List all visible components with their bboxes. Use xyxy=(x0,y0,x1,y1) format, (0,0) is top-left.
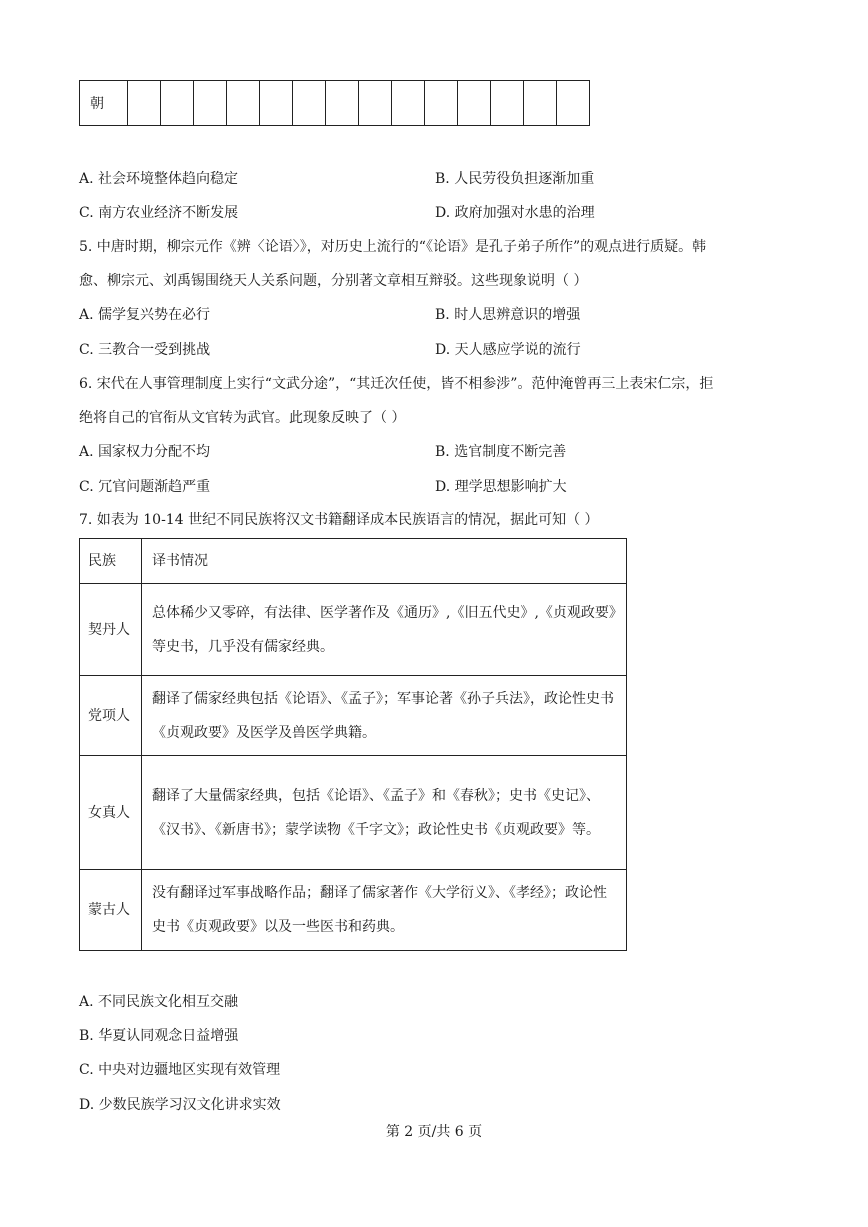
table-cell xyxy=(491,81,524,126)
cell-people: 党项人 xyxy=(80,676,142,756)
table-cell-dynasty: 朝 xyxy=(80,81,128,126)
header-people: 民族 xyxy=(80,539,142,584)
translation-table xyxy=(79,538,627,951)
table-row xyxy=(80,870,627,951)
q4-option-d: D. 政府加强对水患的治理 xyxy=(435,205,595,221)
table-cell xyxy=(392,81,425,126)
table-cell xyxy=(359,81,392,126)
q4-option-a: A. 社会环境整体趋向稳定 xyxy=(79,171,239,187)
q5-stem-line1: 5. 中唐时期，柳宗元作《辨〈论语〉》，对历史上流行的“《论语》是孔子弟子所作”的观点进行质疑。韩 xyxy=(79,239,707,255)
table-cell xyxy=(161,81,194,126)
q7-option-b: B. 华夏认同观念日益增强 xyxy=(79,1028,239,1044)
table-cell xyxy=(293,81,326,126)
table-cell xyxy=(227,81,260,126)
header-content: 译书情况 xyxy=(142,539,627,584)
q7-option-a: A. 不同民族文化相互交融 xyxy=(79,994,239,1010)
table-cell xyxy=(194,81,227,126)
q6-stem-line1: 6. 宋代在人事管理制度上实行“文武分途”，“其迁次任使，皆不相参涉”。范仲淹曾再三上表宋仁宗，拒 xyxy=(79,376,714,392)
q5-option-a: A. 儒学复兴势在必行 xyxy=(79,307,211,323)
q4-option-c: C. 南方农业经济不断发展 xyxy=(79,205,239,221)
table-row xyxy=(80,676,627,756)
q7-stem: 7. 如表为 10-14 世纪不同民族将汉文书籍翻译成本民族语言的情况，据此可知（ ） xyxy=(79,512,599,528)
q6-stem-line2: 绝将自己的官衔从文官转为武官。此现象反映了（ ） xyxy=(79,410,406,426)
table-row xyxy=(80,756,627,870)
cell-content: 总体稀少又零碎，有法律、医学著作及《通历》,《旧五代史》,《贞观政要》等史书，几乎没有儒家经典。 xyxy=(142,584,627,676)
table-cell xyxy=(260,81,293,126)
table-cell xyxy=(128,81,161,126)
table-cell xyxy=(425,81,458,126)
table-cell xyxy=(524,81,557,126)
q6-option-a: A. 国家权力分配不均 xyxy=(79,444,211,460)
cell-content: 翻译了儒家经典包括《论语》、《孟子》；军事论著《孙子兵法》，政论性史书《贞观政要》及医学及兽医学典籍。 xyxy=(142,676,627,756)
q6-option-c: C. 冗官问题渐趋严重 xyxy=(79,479,211,495)
q4-option-b: B. 人民劳役负担逐渐加重 xyxy=(435,171,595,187)
cell-content: 翻译了大量儒家经典，包括《论语》、《孟子》和《春秋》；史书《史记》、《汉书》、《新唐书》；蒙学读物《千字文》；政论性史书《贞观政要》等。 xyxy=(142,756,627,870)
cell-content: 没有翻译过军事战略作品；翻译了儒家著作《大学衍义》、《孝经》；政论性史书《贞观政要》以及一些医书和药典。 xyxy=(142,870,627,951)
q6-option-b: B. 选官制度不断完善 xyxy=(435,444,567,460)
table-row xyxy=(80,584,627,676)
page-footer: 第 2 页/共 6 页 xyxy=(385,1124,483,1140)
q7-option-c: C. 中央对边疆地区实现有效管理 xyxy=(79,1062,281,1078)
table-cell xyxy=(458,81,491,126)
cell-people: 契丹人 xyxy=(80,584,142,676)
table-cell xyxy=(326,81,359,126)
table-cell xyxy=(557,81,590,126)
q5-option-b: B. 时人思辨意识的增强 xyxy=(435,307,581,323)
table-row xyxy=(80,81,590,126)
cell-people: 蒙古人 xyxy=(80,870,142,951)
q6-option-d: D. 理学思想影响扩大 xyxy=(435,479,567,495)
q5-option-c: C. 三教合一受到挑战 xyxy=(79,342,211,358)
q7-option-d: D. 少数民族学习汉文化讲求实效 xyxy=(79,1097,281,1113)
dynasty-table-fragment xyxy=(79,80,590,126)
q5-option-d: D. 天人感应学说的流行 xyxy=(435,342,581,358)
table-header-row xyxy=(80,539,627,584)
q5-stem-line2: 愈、柳宗元、刘禹锡围绕天人关系问题，分别著文章相互辩驳。这些现象说明（ ） xyxy=(79,273,588,289)
cell-people: 女真人 xyxy=(80,756,142,870)
